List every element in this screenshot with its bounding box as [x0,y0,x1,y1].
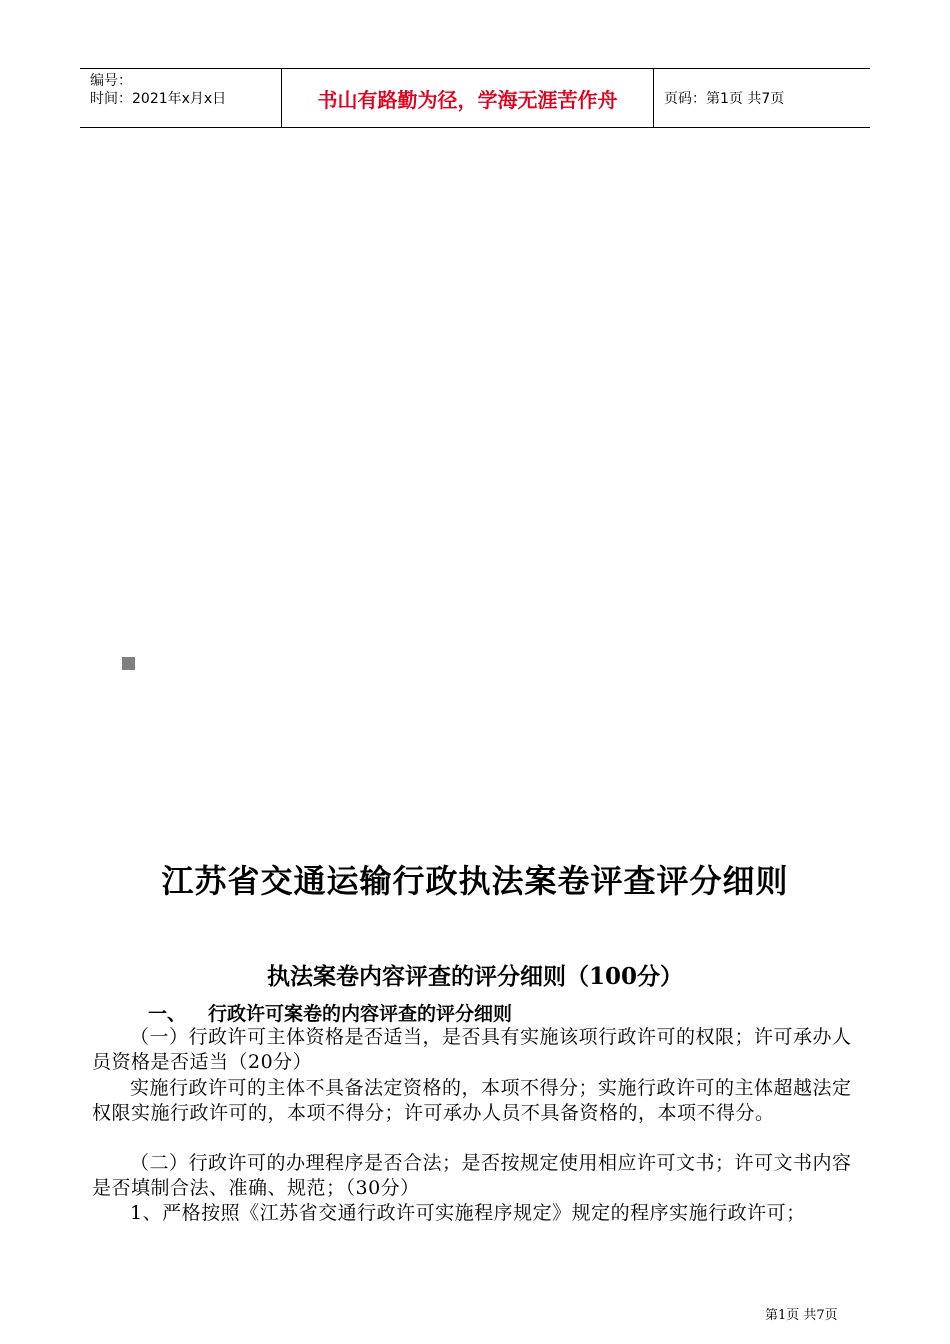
paragraph: （二）行政许可的办理程序是否合法；是否按规定使用相应许可文书；许可文书内容是否填制合法、准确、规范；（30分） [92,1152,852,1199]
section-heading [148,999,512,1026]
time-label: 时间：2021年x月x日 [90,91,227,107]
paragraph: 1、严格按照《江苏省交通行政许可实施程序规定》规定的程序实施行政许可； [130,1202,806,1224]
document-title: 江苏省交通运输行政执法案卷评查评分细则 [161,862,789,900]
header-meta-cell [80,69,282,127]
number-label: 编号： [90,73,132,89]
page-info: 页码：第1页 共7页 [664,91,785,107]
document-subtitle: 执法案卷内容评查的评分细则（100分） [266,963,683,990]
square-bullet-icon [122,657,135,670]
section-number: 一、 [148,1003,187,1025]
section-title: 行政许可案卷的内容评查的评分细则 [208,1003,513,1025]
paragraph: 实施行政许可的主体不具备法定资格的，本项不得分；实施行政许可的主体超越法定权限实施行政许可的，本项不得分；许可承办人员不具备资格的，本项不得分。 [92,1077,852,1124]
header-table [80,68,870,128]
paragraph: （一）行政许可主体资格是否适当，是否具有实施该项行政许可的权限；许可承办人员资格是否适当（20分） [92,1026,852,1073]
header-motto-cell [282,69,654,127]
motto-text: 书山有路勤为径，学海无涯苦作舟 [317,87,618,112]
header-page-cell [654,69,870,127]
page-footer: 第1页 共7页 [765,1308,838,1323]
